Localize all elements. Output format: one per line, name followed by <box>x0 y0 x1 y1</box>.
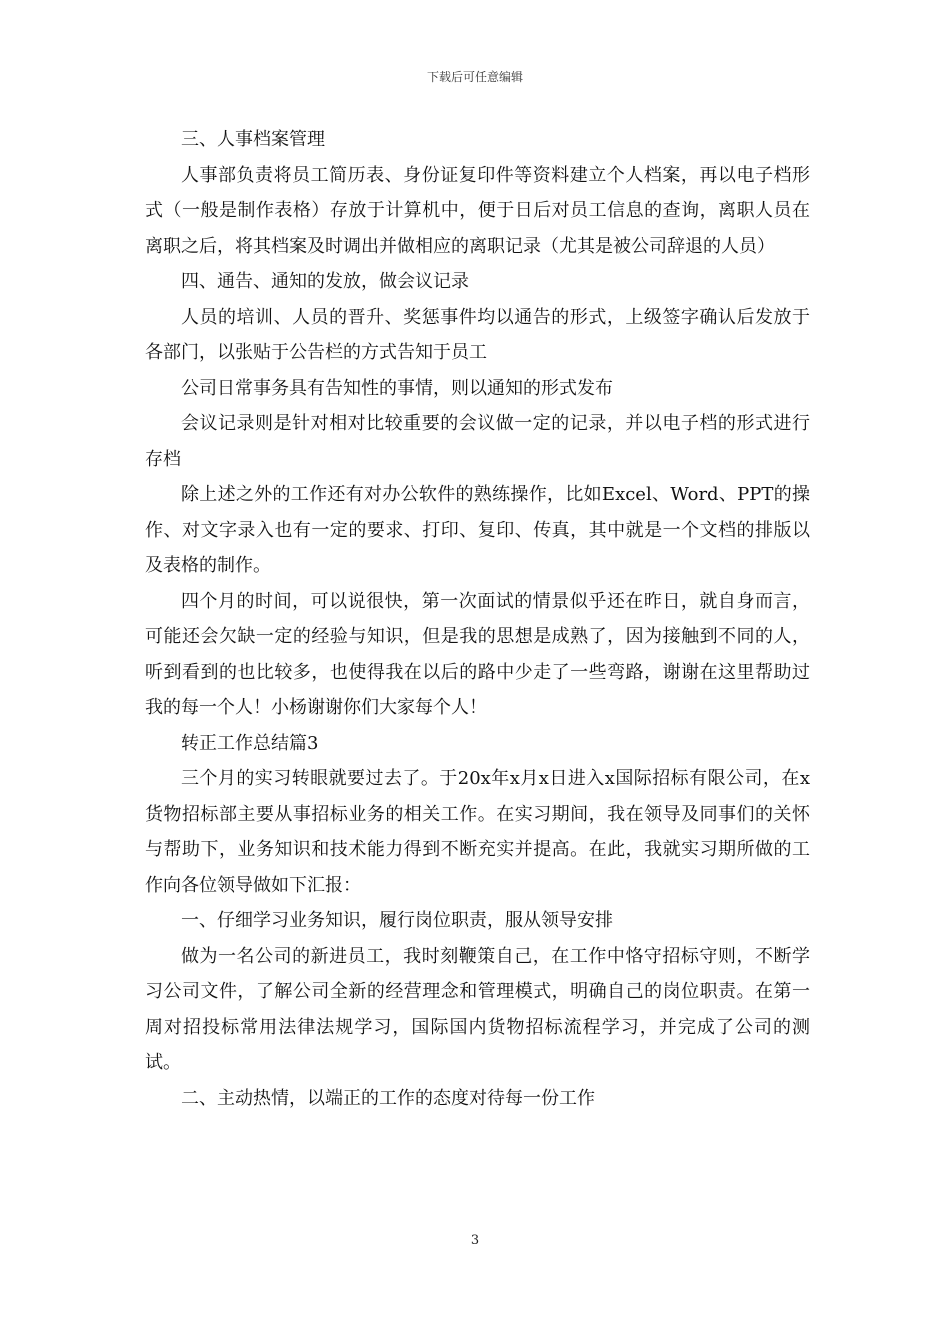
section-heading-attitude: 二、主动热情，以端正的工作的态度对待每一份工作 <box>181 1087 595 1109</box>
paragraph: 四个月的时间，可以说很快，第一次面试的情景似乎还在昨日，就自身而言，可能还会欠缺一定的经验与知识，但是我的思想是成熟了，因为接触到不同的人，听到看到的也比较多，也使得我在以后的路中少走了一些弯路，谢谢在这里帮助过我的每一个人！小杨谢谢你们大家每个人！ <box>145 590 810 718</box>
page-header: 下载后可任意编辑 <box>426 70 523 84</box>
section-heading-personnel-files: 三、人事档案管理 <box>181 129 325 150</box>
article-title: 转正工作总结篇3 <box>181 732 319 754</box>
document-body <box>145 122 810 1116</box>
page-number: 3 <box>470 1233 480 1248</box>
section-heading-study: 一、仔细学习业务知识，履行岗位职责，服从领导安排 <box>181 910 613 931</box>
paragraph: 会议记录则是针对相对比较重要的会议做一定的记录，并以电子档的形式进行存档 <box>145 413 810 470</box>
section-heading-notices: 四、通告、通知的发放，做会议记录 <box>181 271 469 292</box>
paragraph: 公司日常事务具有告知性的事情，则以通知的形式发布 <box>181 377 613 399</box>
paragraph: 三个月的实习转眼就要过去了。于20x年x月x日进入x国际招标有限公司，在x货物招标部主要从事招标业务的相关工作。在实习期间，我在领导及同事们的关怀与帮助下，业务知识和技术能力得到不断充实并提高。在此，我就实习期所做的工作向各位领导做如下汇报： <box>145 768 810 896</box>
paragraph: 人事部负责将员工简历表、身份证复印件等资料建立个人档案，再以电子档形式（一般是制作表格）存放于计算机中，便于日后对员工信息的查询，离职人员在离职之后，将其档案及时调出并做相应的离职记录（尤其是被公司辞退的人员） <box>145 164 810 257</box>
paragraph: 除上述之外的工作还有对办公软件的熟练操作，比如Excel、Word、PPT的操作、对文字录入也有一定的要求、打印、复印、传真，其中就是一个文档的排版以及表格的制作。 <box>145 484 811 576</box>
paragraph: 人员的培训、人员的晋升、奖惩事件均以通告的形式，上级签字确认后发放于各部门，以张贴于公告栏的方式告知于员工 <box>145 306 810 363</box>
paragraph: 做为一名公司的新进员工，我时刻鞭策自己，在工作中恪守招标守则，不断学习公司文件，了解公司全新的经营理念和管理模式，明确自己的岗位职责。在第一周对招投标常用法律法规学习，国际国内货物招标流程学习，并完成了公司的测试。 <box>145 945 810 1073</box>
